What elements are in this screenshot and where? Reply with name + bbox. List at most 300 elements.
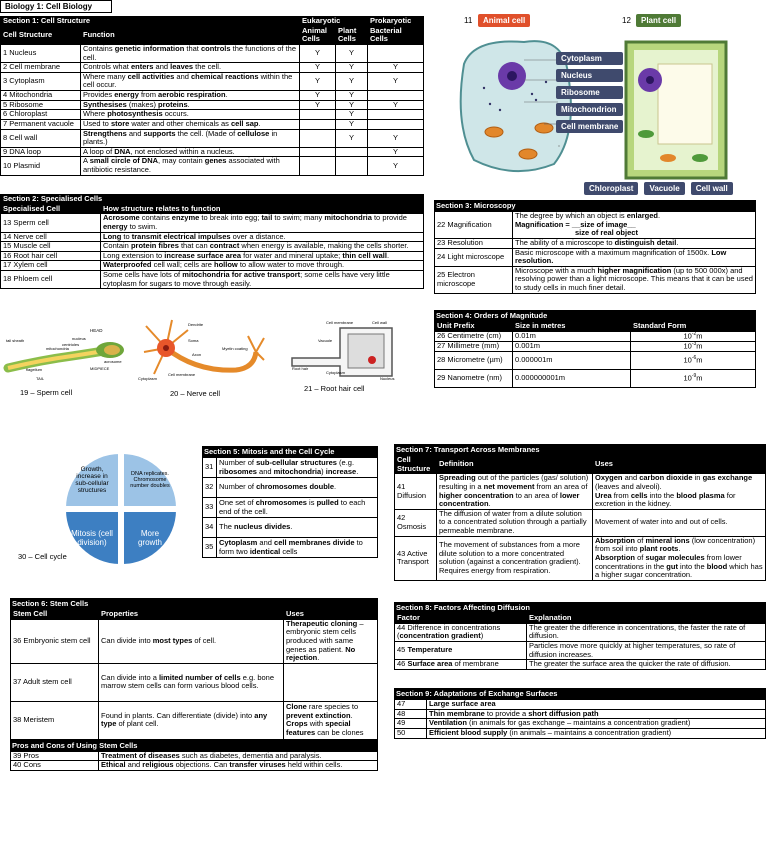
prokaryotic-label: Prokaryotic — [368, 17, 424, 27]
rich-text: genetic information — [114, 43, 185, 53]
section-4 — [434, 310, 756, 388]
rich-text: tail — [261, 213, 273, 223]
rich-text: . — [676, 237, 679, 247]
table-cell: 13 Sperm cell — [1, 214, 101, 232]
rich-text: Where — [83, 109, 108, 119]
cycle-quadrant: Growth, increase in sub-cellular structures — [64, 452, 120, 508]
col-header: Size in metres — [513, 322, 631, 332]
table-cell — [368, 91, 424, 101]
table-cell — [99, 663, 284, 701]
col-header: Animal Cells — [300, 26, 336, 44]
rich-text: any type — [101, 710, 268, 729]
rich-text: higher magnification — [597, 265, 672, 275]
table-cell — [217, 518, 378, 538]
rich-text: Controls what — [83, 62, 131, 72]
rich-text: nucleus divides — [234, 522, 291, 532]
rich-text: increase surface area — [164, 250, 242, 260]
nerve-label: Myelin coating — [222, 346, 248, 351]
rich-text: gas exchange — [702, 473, 753, 483]
table-cell — [395, 641, 527, 659]
rich-text: from — [611, 490, 631, 500]
sperm-label: tail sheath — [6, 338, 25, 343]
table-cell — [593, 536, 766, 580]
table-cell — [81, 129, 300, 147]
sf-base: 10 — [683, 373, 692, 383]
table-row — [435, 331, 756, 341]
table-cell: Y — [368, 157, 424, 175]
rich-text: Therapeutic cloning — [286, 618, 358, 628]
root-label: Root hair — [292, 366, 309, 371]
organelle-label: Nucleus — [556, 69, 623, 82]
table-cell — [368, 119, 424, 129]
rich-text: small circle of DNA — [89, 156, 159, 166]
table-cell — [395, 660, 527, 670]
table-cell: 40 Cons — [11, 761, 99, 771]
rich-text: into the — [647, 490, 677, 500]
pros-cons-title: Pros and Cons of Using Stem Cells — [10, 740, 378, 751]
rich-text: ) — [321, 466, 326, 476]
rich-text: . — [356, 466, 359, 476]
sf-exponent: -6 — [691, 354, 697, 361]
table-cell — [437, 509, 593, 536]
rich-text: pulled — [316, 497, 339, 507]
table-cell: 2 Cell membrane — [1, 63, 81, 73]
table-row — [395, 536, 766, 580]
rich-text: Low resolution. — [515, 247, 727, 266]
rich-text: Spreading — [439, 473, 476, 483]
table-cell: 28 Micrometre (µm) — [435, 351, 513, 369]
table-cell: 41 Diffusion — [395, 474, 437, 510]
rich-text: rare species to — [306, 702, 359, 711]
rich-text: controls — [200, 43, 231, 53]
rich-text: hollow — [214, 260, 238, 270]
table-row — [395, 509, 766, 536]
organelle-label: Cytoplasm — [556, 52, 623, 65]
table-row — [395, 660, 766, 670]
table-cell: 10 Plasmid — [1, 157, 81, 175]
sf-base: 10 — [683, 341, 692, 351]
rich-text: that can — [178, 241, 210, 251]
rich-text: ribosomes — [219, 466, 257, 476]
rich-text: . — [317, 653, 320, 663]
table-cell: 47 — [395, 700, 427, 710]
rich-text: Acrosome — [103, 213, 140, 223]
rich-text: Temperature — [407, 645, 453, 655]
rich-text: of membrane — [452, 659, 499, 669]
table-row — [11, 619, 378, 663]
rich-text: objections. Can — [173, 760, 230, 770]
table-cell — [336, 147, 368, 157]
table-cell: 36 Embryonic stem cell — [11, 619, 99, 663]
sperm-label: TAIL — [36, 376, 45, 381]
cycle-quadrant: More growth — [122, 510, 178, 566]
rich-text: 46 — [397, 659, 408, 669]
rich-text: . — [386, 250, 390, 260]
table-cell — [284, 663, 378, 701]
rich-text: . — [678, 544, 681, 554]
nerve-label: Dendrite — [188, 322, 204, 327]
rich-text: mitochondria — [273, 466, 322, 476]
table-cell: 15 Muscle cell — [1, 242, 101, 252]
rich-text: is — [306, 497, 317, 507]
rich-text: net movement — [483, 481, 535, 491]
section-3 — [434, 200, 756, 294]
rich-text: The diffusion of water from a dilute solution to a concentrated solution through a partially permeable membrane. — [439, 508, 587, 535]
table-row — [203, 518, 378, 538]
nerve-label: Cell membrane — [168, 372, 196, 377]
rich-text: Thin membrane — [429, 708, 485, 718]
rich-text: Microscope with a much — [515, 265, 598, 275]
rich-text: transmit electrical impulses — [131, 231, 231, 241]
rich-text: enters — [130, 62, 154, 72]
rich-text: . — [658, 211, 661, 220]
table-cell: 49 — [395, 719, 427, 729]
rich-text: of plant cell. — [116, 719, 159, 729]
rich-text: short diffusion path — [528, 708, 599, 718]
sf-unit: m — [696, 341, 703, 351]
rich-text: of — [635, 535, 646, 545]
rich-text: increase — [325, 466, 357, 476]
rich-text: (up to 500 000x) and resolving power than a light microscope. This means that it can be used to study cells in much finer detail. — [515, 265, 753, 292]
rich-text: enzyme — [171, 213, 200, 223]
table-cell: The greater the surface area the quicker the rate of diffusion. — [527, 660, 766, 670]
rich-text: and — [622, 473, 640, 483]
rich-text: held within cells. — [285, 760, 343, 770]
rich-text: cells — [280, 546, 298, 556]
section-1 — [0, 16, 424, 176]
rich-text: The ability of a microscope to — [515, 237, 615, 247]
rich-text: Used to — [83, 118, 111, 128]
table-cell: 34 — [203, 518, 217, 538]
rich-text: such as diabetes, dementia and paralysis. — [179, 750, 322, 760]
section-8-title: Section 8: Factors Affecting Diffusion — [394, 602, 766, 613]
rich-text: most types — [152, 635, 193, 645]
table-cell: 0.001m — [513, 341, 631, 351]
rich-text: prevent extinction — [286, 710, 351, 720]
table-cell — [300, 157, 336, 175]
sf-exponent: -9 — [691, 372, 697, 379]
rich-text: Contains — [83, 43, 115, 53]
rich-text: which has a higher sugar concentration. — [595, 561, 763, 580]
table-cell — [217, 538, 378, 558]
table-cell: Y — [336, 129, 368, 147]
rich-text: Number of — [219, 457, 257, 467]
table-cell — [99, 761, 378, 771]
section-8 — [394, 602, 766, 670]
figure-caption: 20 – Nerve cell — [170, 389, 221, 398]
table-row — [1, 157, 424, 175]
table-cell: 0.01m — [513, 331, 631, 341]
rich-text: cells — [630, 490, 648, 500]
organelle-label: Ribosome — [556, 86, 623, 99]
section-2-title: Section 2: Specialised Cells — [1, 195, 424, 205]
table-cell: 39 Pros — [11, 751, 99, 761]
rich-text: mitochondria — [324, 213, 372, 223]
table-cell: Y — [336, 72, 368, 90]
table-row — [435, 369, 756, 387]
col-header: Bacterial Cells — [368, 26, 424, 44]
table-cell — [593, 474, 766, 510]
page-title: Biology 1: Cell Biology — [0, 0, 112, 13]
rich-text: Some cells have lots of — [103, 270, 183, 279]
rich-text: Synthesises — [83, 99, 127, 109]
sf-exponent: -3 — [691, 340, 697, 347]
rich-text: size of real object — [575, 228, 638, 238]
col-header: Properties — [99, 610, 284, 620]
section-2 — [0, 194, 424, 289]
rich-text: in — [692, 473, 703, 483]
figure-number: 11 — [464, 16, 473, 25]
rich-text: One set of — [219, 497, 256, 507]
table-cell — [513, 212, 756, 239]
table-cell — [631, 331, 756, 341]
sf-exponent: -2 — [691, 330, 697, 337]
table-row — [203, 478, 378, 498]
rich-text: cell sap — [231, 118, 259, 128]
sperm-cell-figure — [2, 320, 130, 400]
table-cell: 22 Magnification — [435, 212, 513, 239]
table-cell: 42 Osmosis — [395, 509, 437, 536]
cycle-quadrant: DNA replicates. Chromosome number doubles — [122, 452, 178, 508]
rich-text: (in animals for gas exchange – maintains a concentration gradient) — [466, 718, 691, 728]
section-3-title: Section 3: Microscopy — [434, 200, 756, 211]
rich-text: contract — [209, 241, 240, 251]
table-cell — [437, 536, 593, 580]
rich-text: __size of image__ — [571, 219, 636, 229]
rich-text: ; some cells have very little cytoplasm for sugars to move through easily. — [103, 270, 390, 288]
rich-text: . — [225, 90, 228, 99]
rich-text: Cytoplasm — [219, 537, 258, 547]
rich-text: . — [488, 499, 491, 509]
sperm-label: nucleus — [72, 336, 86, 341]
table-cell: 26 Centimetre (cm) — [435, 331, 513, 341]
table-cell: 0.000000001m — [513, 369, 631, 387]
sperm-label: mitochondria — [46, 346, 69, 351]
table-cell — [101, 271, 424, 289]
section-6 — [10, 598, 378, 771]
section-4-title: Section 4: Orders of Magnitude — [434, 310, 756, 321]
rich-text: e.g. bone marrow stem cells can form various blood cells. — [101, 672, 275, 691]
rich-text: Contain — [103, 241, 131, 251]
rich-text: over a distance. — [230, 231, 286, 241]
rich-text: and — [256, 466, 274, 476]
nerve-label: Soma — [188, 338, 199, 343]
root-hair-cell-figure — [282, 318, 402, 396]
table-cell — [99, 701, 284, 739]
rich-text: Long extension to — [103, 250, 165, 260]
table-row — [435, 351, 756, 369]
table-cell: 23 Resolution — [435, 238, 513, 248]
col-header: Explanation — [527, 614, 766, 624]
sperm-label: MIDPIECE — [90, 366, 110, 371]
table-row — [395, 641, 766, 659]
eukaryotic-label: Eukaryotic — [300, 17, 368, 27]
table-cell — [81, 157, 300, 175]
table-cell: Y — [368, 63, 424, 73]
rich-text: to swim. — [127, 221, 158, 231]
rich-text: gut — [666, 561, 678, 571]
table-cell: 37 Adult stem cell — [11, 663, 99, 701]
organelle-label: Chloroplast — [584, 182, 638, 195]
section-7 — [394, 444, 766, 581]
table-row — [1, 91, 424, 101]
rich-text: photosynthesis — [107, 109, 163, 119]
table-row — [1, 100, 424, 110]
table-cell: 8 Cell wall — [1, 129, 81, 147]
table-cell: Y — [336, 91, 368, 101]
rich-text: The movement of substances from a more dilute solution to a more concentrated solution (against a concentration gradient). Requires energy from respiration. — [439, 539, 581, 575]
table-cell: Y — [336, 110, 368, 120]
root-label: Cell membrane — [326, 320, 354, 325]
rich-text: chromosomes double — [256, 482, 335, 492]
table-cell: 27 Millimetre (mm) — [435, 341, 513, 351]
animal-cell-label: Animal cell — [478, 14, 530, 27]
rich-text: leaves — [170, 62, 194, 72]
rich-text: protein fibres — [130, 241, 179, 251]
rich-text: proteins — [158, 99, 188, 109]
table-cell — [99, 619, 284, 663]
col-header: Plant Cells — [336, 26, 368, 44]
rich-text: (e.g. — [336, 457, 355, 467]
rich-text: in plants.) — [83, 128, 278, 147]
rich-text: religious — [142, 760, 174, 770]
table-cell: Y — [336, 100, 368, 110]
rich-text: . — [187, 99, 190, 109]
table-row — [395, 728, 766, 738]
organelle-label: Cell wall — [691, 182, 733, 195]
rich-text: identical — [249, 546, 281, 556]
nerve-label: Cytoplasm — [138, 376, 157, 381]
table-cell: 17 Xylem cell — [1, 261, 101, 271]
table-cell — [631, 369, 756, 387]
table-cell: Y — [336, 63, 368, 73]
section-1-title: Section 1: Cell Structure — [1, 17, 300, 27]
rich-text: A — [83, 156, 90, 166]
rich-text: . — [290, 522, 293, 532]
rich-text: lower concentration — [439, 490, 580, 509]
rich-text: contains — [139, 213, 172, 223]
rich-text: Absorption — [595, 552, 635, 562]
col-header: Cell Structure — [1, 26, 81, 44]
table-cell — [217, 498, 378, 518]
rich-text: and — [125, 760, 143, 770]
rich-text: Clone — [286, 702, 307, 711]
table-cell: 9 DNA loop — [1, 147, 81, 157]
col-header: Uses — [284, 610, 378, 620]
figure-number: 12 — [622, 16, 631, 25]
rich-text: to swim; many — [272, 213, 325, 223]
root-label: Cell wall — [372, 320, 387, 325]
table-cell: 3 Cytoplasm — [1, 72, 81, 90]
rich-text: Large surface area — [429, 699, 496, 708]
rich-text: Ventilation — [429, 718, 467, 728]
table-cell: Y — [300, 63, 336, 73]
table-cell — [101, 214, 424, 232]
table-cell: Y — [368, 147, 424, 157]
rich-text: Treatment of diseases — [101, 750, 180, 760]
rich-text: Efficient blood supply — [429, 727, 508, 737]
rich-text: that — [184, 43, 201, 53]
table-cell: 50 — [395, 728, 427, 738]
rich-text: Can divide into — [101, 635, 153, 645]
section-5-title: Section 5: Mitosis and the Cell Cycle — [202, 446, 378, 457]
rich-text: can be clones — [315, 727, 364, 737]
rich-text: to provide a — [484, 708, 529, 718]
cell-diagrams — [430, 12, 766, 198]
col-header: Cell Structure — [395, 456, 437, 474]
rich-text: and — [257, 537, 275, 547]
rich-text: to — [121, 231, 132, 241]
col-header: Function — [81, 26, 300, 44]
root-label: Nucleus — [380, 376, 395, 381]
rich-text: enlarged — [626, 211, 658, 220]
table-row — [435, 266, 756, 293]
rich-text: special features — [286, 719, 351, 737]
rich-text: from an area of — [534, 481, 588, 491]
col-header: Stem Cell — [11, 610, 99, 620]
table-cell: 0.000001m — [513, 351, 631, 369]
table-cell: Y — [300, 91, 336, 101]
rich-text: for excretion in the kidney. — [595, 490, 736, 509]
rich-text: transfer viruses — [229, 760, 286, 770]
table-cell — [217, 478, 378, 498]
table-cell: 7 Permanent vacuole — [1, 119, 81, 129]
rich-text: Oxygen — [595, 473, 623, 483]
table-cell — [593, 509, 766, 536]
rich-text: carbon dioxide — [639, 473, 693, 483]
table-cell — [395, 623, 527, 641]
rich-text: from — [138, 90, 159, 99]
table-cell: 18 Phloem cell — [1, 271, 101, 289]
root-label: Vacuole — [318, 338, 333, 343]
table-cell: 29 Nanometre (nm) — [435, 369, 513, 387]
table-row — [1, 44, 424, 62]
fraction-denominator — [515, 228, 638, 237]
table-cell — [513, 266, 756, 293]
table-cell — [284, 701, 378, 739]
rich-text: to allow water to move through. — [237, 260, 345, 270]
organelle-label: Cell membrane — [556, 120, 623, 133]
table-cell — [217, 458, 378, 478]
rich-text: of cell. — [192, 635, 217, 645]
table-cell — [437, 474, 593, 510]
table-row — [11, 761, 378, 771]
rich-text: Provides — [83, 90, 115, 99]
rich-text: Where many — [83, 71, 128, 81]
table-cell: 6 Chloroplast — [1, 110, 81, 120]
figure-caption: 19 – Sperm cell — [20, 388, 73, 397]
rich-text: cell wall; cells are — [151, 260, 215, 270]
rich-text: from lower concentrations in the — [595, 552, 742, 571]
rich-text: concentration gradient — [399, 631, 481, 641]
rich-text: Movement of water into and out of cells. — [595, 517, 728, 527]
col-header: Standard Form — [631, 322, 756, 332]
table-row — [1, 72, 424, 90]
rich-text: . — [350, 710, 353, 720]
sf-base: 10 — [683, 355, 692, 365]
rich-text: occurs. — [162, 109, 189, 119]
table-cell: 24 Light microscope — [435, 248, 513, 266]
table-cell — [300, 119, 336, 129]
rich-text: – embryonic stem cells produced with same genes as patient. — [286, 618, 364, 654]
table-cell — [284, 619, 378, 663]
table-row — [203, 538, 378, 558]
table-row — [1, 129, 424, 147]
rich-text: chromosomes — [255, 497, 307, 507]
rich-text: The — [219, 522, 235, 532]
table-cell: 25 Electron microscope — [435, 266, 513, 293]
table-cell: Y — [368, 100, 424, 110]
